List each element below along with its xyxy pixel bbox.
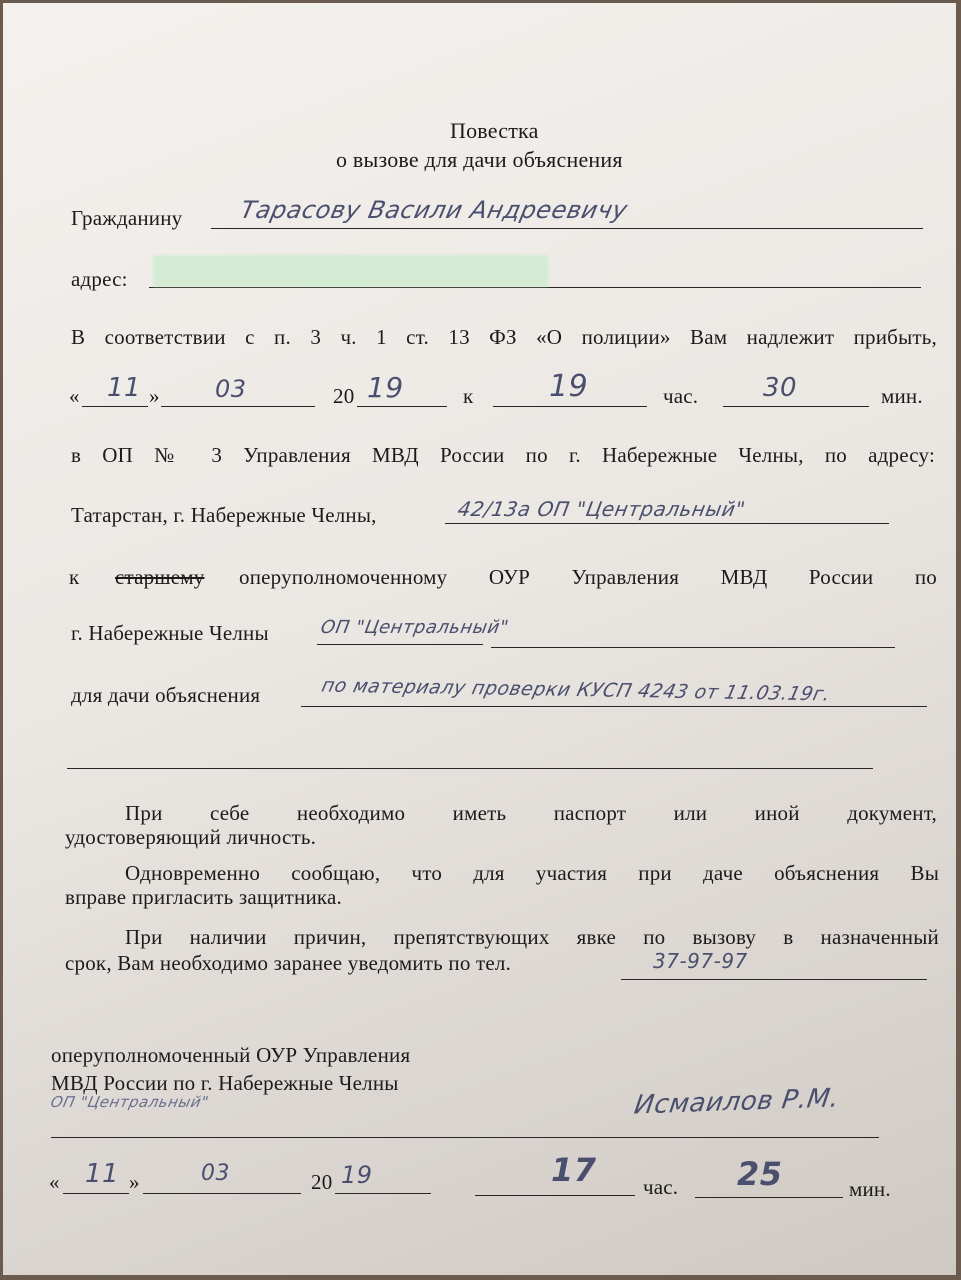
department-line-b [491, 647, 895, 648]
signature-officer-name-handwritten: Исмаилов Р.М. [632, 1083, 842, 1121]
issued-day-line [63, 1193, 129, 1194]
issued-month-line [143, 1193, 301, 1194]
issued-close-quote: » [129, 1170, 140, 1194]
city-label: Татарстан, г. Набережные Челны, [71, 503, 377, 527]
signature-position-2: МВД России по г. Набережные Челны [51, 1071, 399, 1095]
note-passport: При себе необходимо иметь паспорт или иной документ, [125, 801, 937, 825]
issued-minute-handwritten: 25 [737, 1155, 783, 1193]
issued-hour-line [475, 1195, 635, 1196]
minute-label: мин. [881, 384, 923, 408]
day-handwritten: 11 [107, 373, 142, 403]
purpose-handwritten: по материалу проверки КУСП 4243 от 11.03.19г. [319, 674, 833, 706]
address-line [149, 287, 921, 288]
station-text: в ОП № 3 Управления МВД России по г. Набережные Челны, по адресу: [71, 443, 935, 467]
issued-year-prefix: 20 [311, 1170, 333, 1194]
date-close-quote: » [149, 384, 160, 408]
officer-to-label: к [69, 565, 80, 589]
signature-line [51, 1137, 879, 1138]
purpose-line [301, 706, 927, 707]
year-line [357, 406, 447, 407]
station-address-line [445, 523, 889, 524]
to-label: к [463, 384, 474, 408]
issued-minute-line [695, 1197, 843, 1198]
document-subtitle: о вызове для дачи объяснения [336, 147, 623, 172]
hour-handwritten: 19 [549, 369, 589, 404]
summons-document [3, 3, 956, 1275]
legal-basis-text: В соответствии с п. 3 ч. 1 ст. 13 ФЗ «О полиции» Вам надлежит прибыть, [71, 325, 937, 349]
note-reasons-cont: срок, Вам необходимо заранее уведомить по тел. [65, 951, 512, 975]
issued-year-handwritten: 19 [341, 1161, 373, 1189]
issued-minute-label: мин. [849, 1177, 891, 1201]
note-defender: Одновременно сообщаю, что для участия при даче объяснения Вы [125, 861, 939, 885]
purpose-label: для дачи объяснения [71, 683, 261, 707]
officer-position-text: оперуполномоченному ОУР Управления МВД России по [239, 565, 937, 589]
year-prefix: 20 [333, 384, 355, 408]
issued-open-quote: « [49, 1170, 60, 1194]
citizen-label: Гражданину [71, 206, 183, 230]
city2-label: г. Набережные Челны [71, 621, 269, 645]
minute-line [723, 406, 869, 407]
minute-handwritten: 30 [763, 373, 798, 403]
note-passport-cont: удостоверяющий личность. [65, 825, 317, 849]
department-handwritten: ОП "Центральный" [319, 617, 511, 638]
citizen-line [211, 228, 923, 229]
note-reasons: При наличии причин, препятствующих явке по вызову в назначенный [125, 925, 939, 949]
citizen-name-handwritten: Тарасову Васили Андреевичу [238, 196, 631, 224]
year-handwritten: 19 [367, 371, 404, 404]
address-redacted [153, 255, 548, 287]
hour-line [493, 406, 647, 407]
station-address-handwritten: 42/13а ОП "Центральный" [455, 497, 748, 521]
day-line [82, 406, 148, 407]
issued-year-line [335, 1193, 431, 1194]
hour-label: час. [663, 384, 699, 408]
address-label: адрес: [71, 267, 128, 291]
issued-hour-handwritten: 17 [551, 1151, 597, 1189]
signature-position-1: оперуполномоченный ОУР Управления [51, 1043, 411, 1067]
document-title: Повестка [450, 118, 539, 143]
extra-blank-line [67, 768, 873, 769]
issued-hour-label: час. [643, 1175, 679, 1199]
department-line-a [317, 644, 483, 645]
phone-handwritten: 37-97-97 [653, 949, 748, 973]
note-defender-cont: вправе пригласить защитника. [65, 885, 342, 909]
issued-month-handwritten: 03 [201, 1161, 230, 1186]
date-open-quote: « [69, 384, 80, 408]
phone-line [621, 979, 927, 980]
issued-day-handwritten: 11 [85, 1159, 120, 1189]
officer-rank-struck: старшему [115, 565, 205, 589]
month-line [161, 406, 315, 407]
signature-department-handwritten: ОП "Центральный" [49, 1093, 211, 1111]
month-handwritten: 03 [215, 375, 247, 403]
